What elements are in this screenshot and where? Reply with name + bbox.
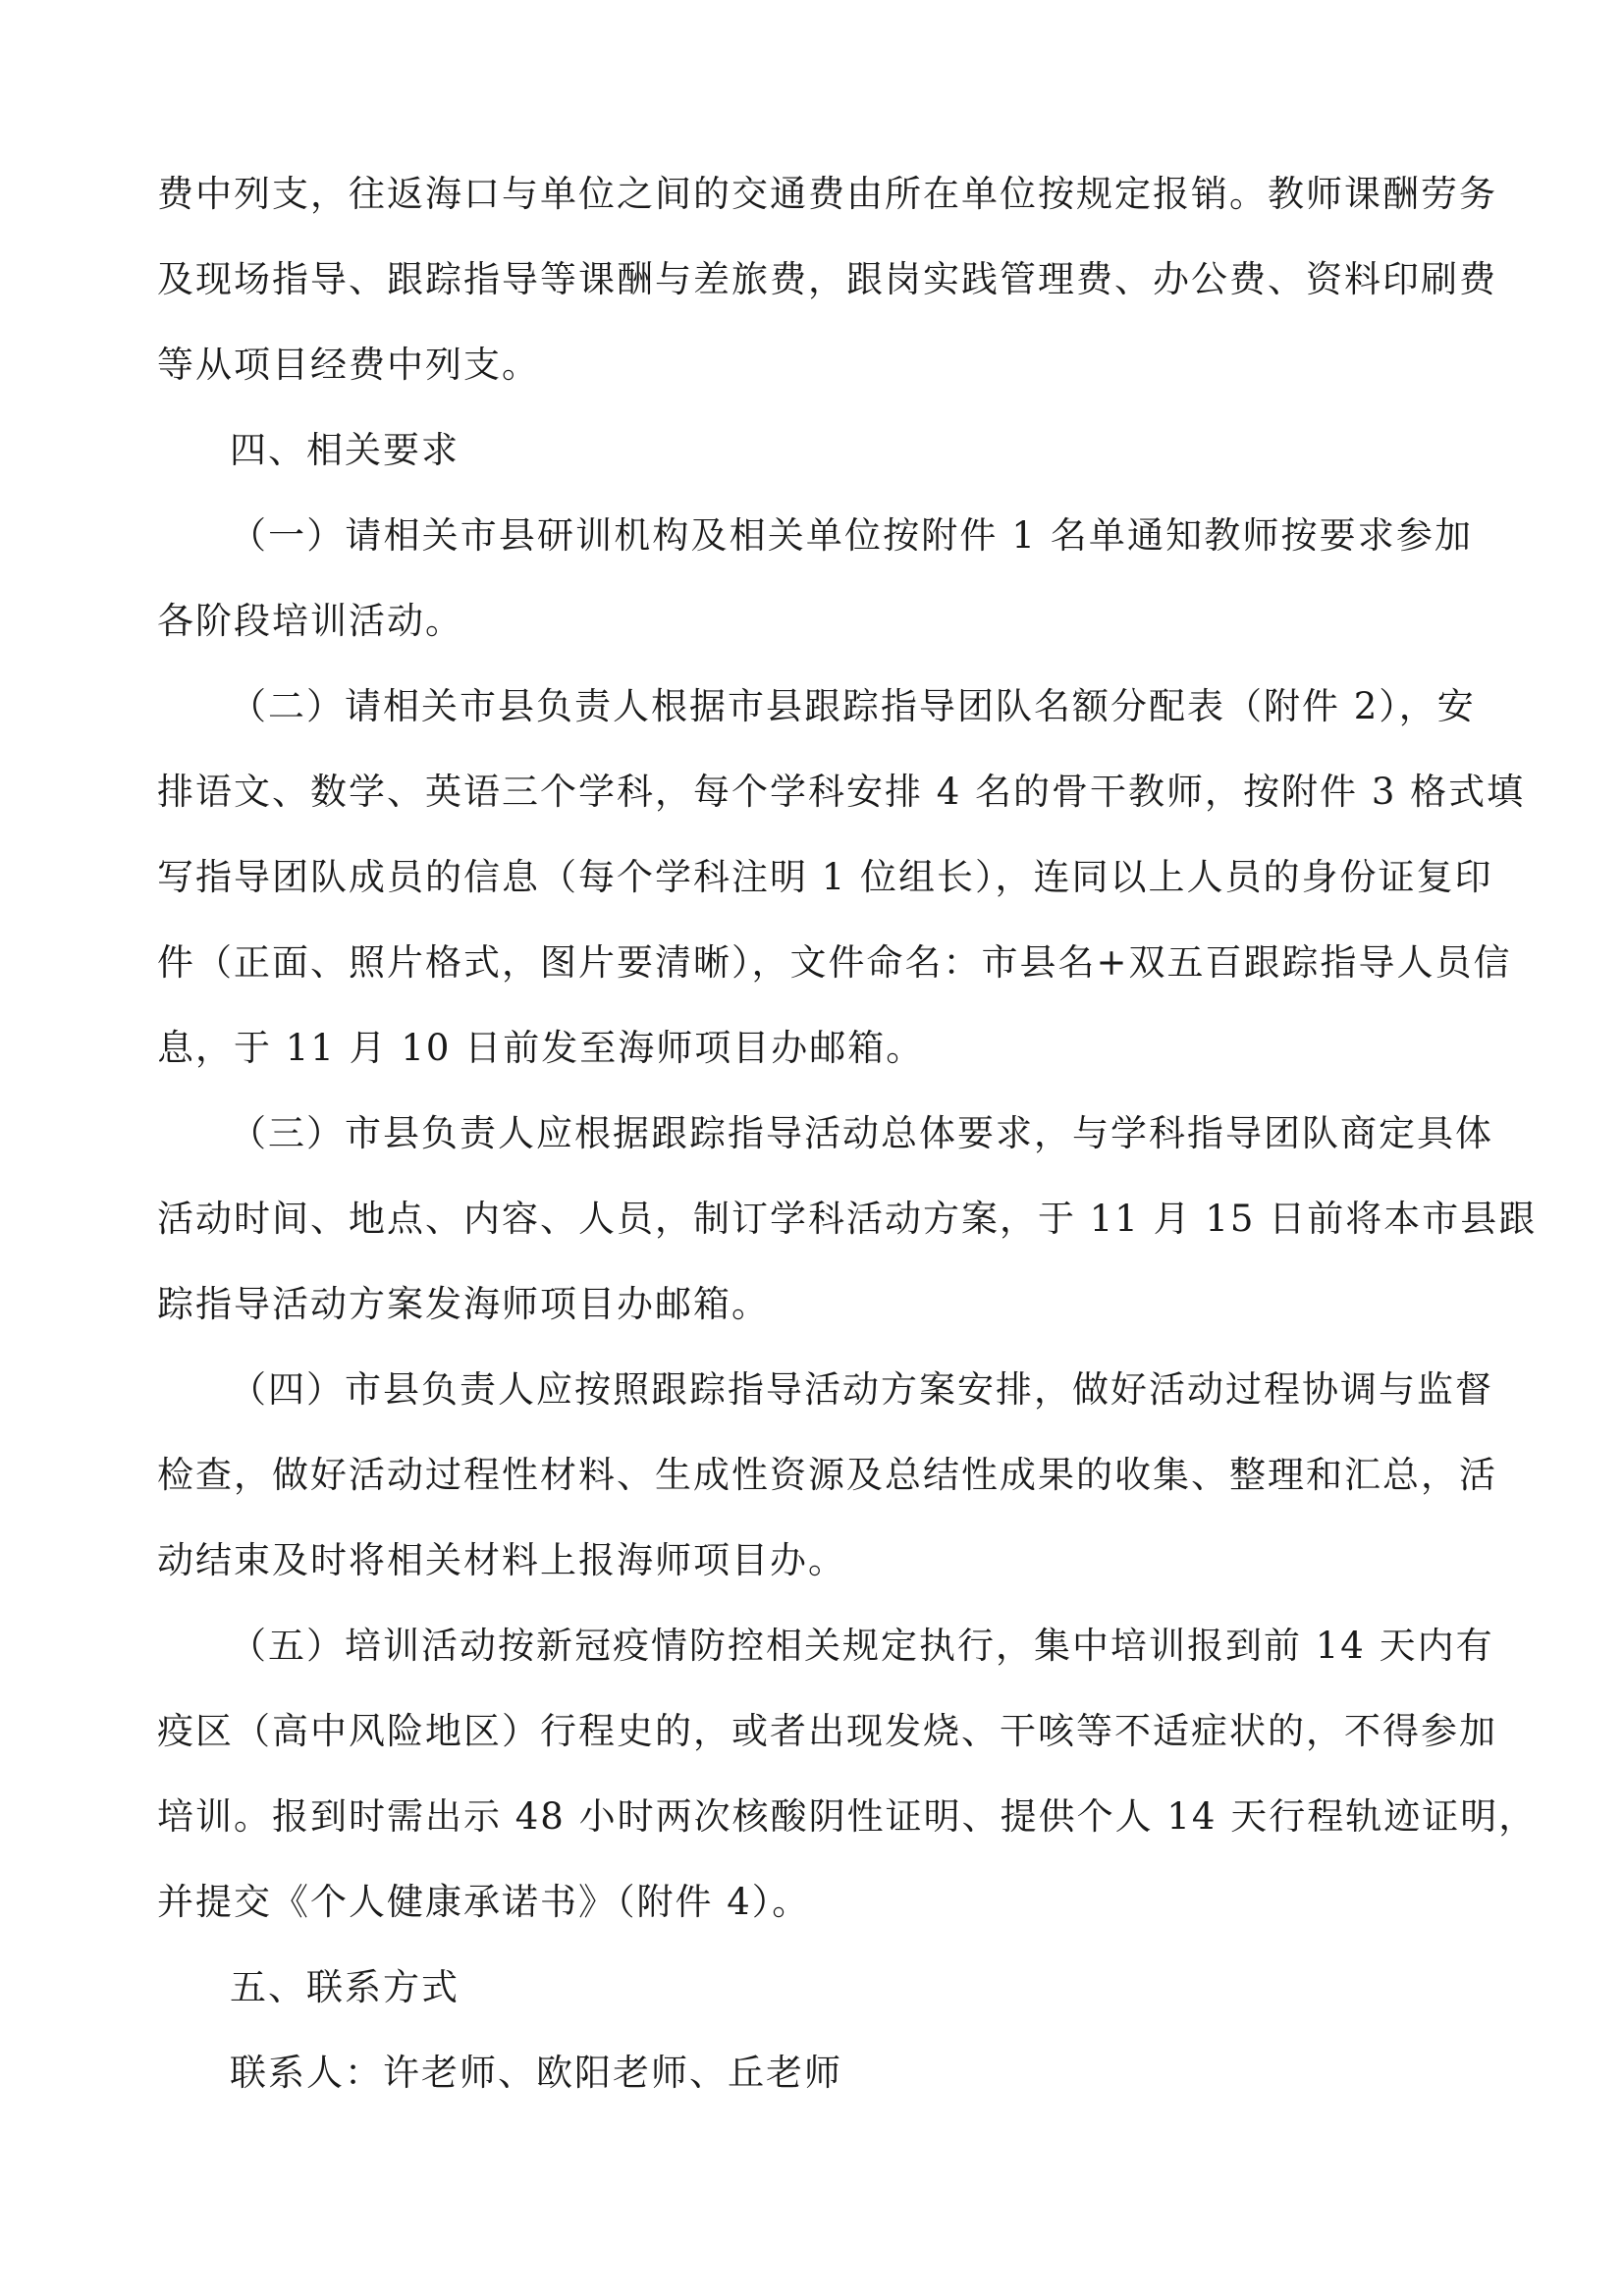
text-line: 各阶段培训活动。 [157,600,463,642]
text-line: 排语文、数学、英语三个学科，每个学科安排 4 名的骨干教师，按附件 3 格式填 [157,771,1526,813]
section-heading: 五、联系方式 [230,1966,460,2008]
text-line: （四）市县负责人应按照跟踪指导活动方案安排，做好活动过程协调与监督 [230,1368,1493,1411]
section-heading: 四、相关要求 [230,429,460,471]
text-line: 踪指导活动方案发海师项目办邮箱。 [157,1283,770,1325]
text-line: （三）市县负责人应根据跟踪指导活动总体要求，与学科指导团队商定具体 [230,1112,1493,1154]
text-line: 检查，做好活动过程性材料、生成性资源及总结性成果的收集、整理和汇总，活 [157,1454,1497,1496]
text-line: （一）请相关市县研训机构及相关单位按附件 1 名单通知教师按要求参加 [230,514,1473,557]
text-line: 疫区（高中风险地区）行程史的，或者出现发烧、干咳等不适症状的，不得参加 [157,1710,1497,1752]
text-line: 并提交《个人健康承诺书》（附件 4）。 [157,1881,811,1923]
text-line: 等从项目经费中列支。 [157,344,540,386]
text-line: 动结束及时将相关材料上报海师项目办。 [157,1539,846,1581]
text-line: 培训。报到时需出示 48 小时两次核酸阴性证明、提供个人 14 天行程轨迹证明， [157,1795,1538,1838]
text-line: 件（正面、照片格式，图片要清晰），文件命名：市县名+双五百跟踪指导人员信 [157,941,1512,984]
text-line: 写指导团队成员的信息（每个学科注明 1 位组长），连同以上人员的身份证复印 [157,856,1493,898]
text-line: 活动时间、地点、内容、人员，制订学科活动方案，于 11 月 15 日前将本市县跟 [157,1198,1538,1240]
contact-line: 联系人：许老师、欧阳老师、丘老师 [230,2052,842,2094]
text-line: （二）请相关市县负责人根据市县跟踪指导团队名额分配表（附件 2），安 [230,685,1476,727]
text-line: （五）培训活动按新冠疫情防控相关规定执行，集中培训报到前 14 天内有 [230,1625,1494,1667]
text-line: 费中列支，往返海口与单位之间的交通费由所在单位按规定报销。教师课酬劳务 [157,173,1497,215]
text-line: 及现场指导、跟踪指导等课酬与差旅费，跟岗实践管理费、办公费、资料印刷费 [157,258,1497,300]
text-line: 息，于 11 月 10 日前发至海师项目办邮箱。 [157,1027,925,1069]
